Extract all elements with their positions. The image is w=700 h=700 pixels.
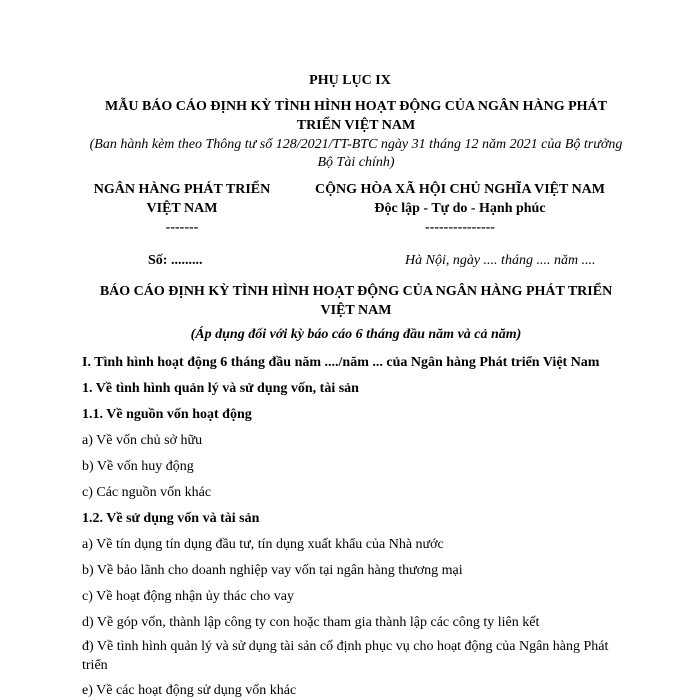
org-name-line1: NGÂN HÀNG PHÁT TRIỂN (93, 182, 271, 197)
document-date: Hà Nội, ngày .... tháng .... năm .... (405, 253, 596, 268)
nation-divider: --------------- (425, 220, 495, 235)
nation-name: CỘNG HÒA XÃ HỘI CHỦ NGHĨA VIỆT NAM (314, 182, 605, 197)
org-divider: ------- (165, 220, 199, 235)
section-heading-1-1-1: 1.1. Về nguồn vốn hoạt động (82, 407, 252, 422)
appendix-label: PHỤ LỤC IX (309, 73, 391, 88)
report-title: BÁO CÁO ĐỊNH KỲ TÌNH HÌNH HOẠT ĐỘNG CỦA NGÂN HÀNG PHÁT TRIỂN VIỆT NAM (99, 284, 613, 318)
list-item: c) Các nguồn vốn khác (82, 485, 212, 500)
appendix-title: MẪU BÁO CÁO ĐỊNH KỲ TÌNH HÌNH HOẠT ĐỘNG CỦA NGÂN HÀNG PHÁT TRIỂN VIỆT NAM (105, 99, 607, 133)
report-note: (Áp dụng đối với kỳ báo cáo 6 tháng đầu năm và cả năm) (190, 327, 522, 342)
list-item: đ) Về tình hình quản lý và sử dụng tài sản cố định phục vụ cho hoạt động của Ngân hàng Phát triển (82, 639, 609, 673)
section-heading-1-1: 1. Về tình hình quản lý và sử dụng vốn, tài sản (82, 381, 359, 396)
list-item: e) Về các hoạt động sử dụng vốn khác (82, 683, 297, 698)
org-name-line2: VIỆT NAM (146, 201, 218, 216)
list-item: b) Về bảo lãnh cho doanh nghiệp vay vốn tại ngân hàng thương mại (82, 563, 463, 578)
list-item: a) Về tín dụng tín dụng đầu tư, tín dụng xuất khẩu của Nhà nước (82, 537, 444, 552)
nation-header (285, 180, 635, 237)
document-number: Số: ......... (148, 253, 203, 268)
appendix-note: (Ban hành kèm theo Thông tư số 128/2021/TT-BTC ngày 31 tháng 12 năm 2021 của Bộ trưởng Bộ Tài chính) (89, 137, 623, 170)
org-header (82, 180, 282, 237)
nation-motto: Độc lập - Tự do - Hạnh phúc (374, 201, 546, 216)
list-item: a) Về vốn chủ sở hữu (82, 433, 203, 448)
section-heading-1-2: 1.2. Về sử dụng vốn và tài sản (82, 511, 260, 526)
list-item: b) Về vốn huy động (82, 459, 194, 474)
list-item: d) Về góp vốn, thành lập công ty con hoặc tham gia thành lập các công ty liên kết (82, 615, 540, 630)
list-item: c) Về hoạt động nhận ủy thác cho vay (82, 589, 295, 604)
section-heading-1: I. Tình hình hoạt động 6 tháng đầu năm ..../năm ... của Ngân hàng Phát triển Việt Nam (82, 355, 600, 370)
